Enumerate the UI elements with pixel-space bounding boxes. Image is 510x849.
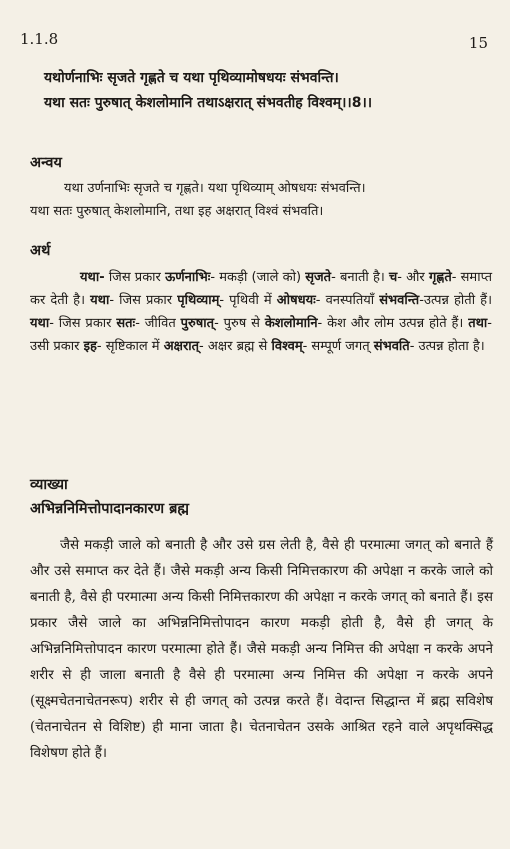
artha-gloss: - केश और लोम उत्पन्न होते हैं। (317, 316, 469, 331)
artha-term: सृजते (305, 270, 332, 285)
anvaya-line-1: यथा उर्णनाभिः सृजते च गृह्णते। यथा पृथिव्याम् ओषधयः संभवन्ति। (64, 181, 366, 196)
page-number: 15 (468, 34, 488, 52)
artha-gloss: - जिस प्रकार (49, 316, 117, 331)
artha-gloss: - पुरुष से (214, 316, 265, 331)
anvaya-text (30, 177, 492, 223)
sanskrit-verse (44, 66, 494, 116)
artha-gloss: - उत्पन्न होता है। (409, 339, 485, 354)
artha-paragraph (30, 266, 492, 358)
artha-term: तथा (468, 316, 488, 331)
vyakhya-heading: व्याख्या (30, 477, 68, 493)
page-header (20, 30, 488, 52)
artha-term: च (388, 270, 398, 285)
artha-heading: अर्थ (30, 243, 51, 259)
anvaya-line-2: यथा सतः पुरुषात् केशलोमानि, तथा इह अक्षरात् विश्वं संभवति। (30, 204, 324, 219)
artha-gloss: - वनस्पतियाँ (315, 293, 380, 308)
artha-term: अक्षरात् (163, 339, 200, 354)
verse-line-1: यथोर्णनाभिः सृजते गृह्णते च यथा पृथिव्यामोषधयः संभवन्ति। (44, 70, 339, 86)
artha-term: गृह्णते (428, 270, 452, 285)
artha-gloss: - सम्पूर्ण जगत् (302, 339, 374, 354)
artha-term: पृथिव्याम् (177, 293, 220, 308)
artha-gloss: -उत्पन्न होती हैं। (419, 293, 492, 308)
section-number: 1.1.8 (20, 30, 59, 48)
vyakhya-paragraph: जैसे मकड़ी जाले को बनाती है और उसे ग्रस लेती है, वैसे ही परमात्मा जगत् को बनाते हैं और उसे समाप्त कर देते हैं। जैसे मकड़ी अन्य किसी निमित्तकारण की अपेक्षा न करके जाले को बनाती है, वैसे ही परमात्मा अन्य किसी निमित्तकारण की अपेक्षा न करके जगत् को बनाते हैं। इस प्रकार जैसे जाले का अभिन्ननिमित्तोपादन कारण मकड़ी होती है, वैसे ही जगत् के अभिन्ननिमित्तोपादन कारण परमात्मा होते हैं। जैसे मकड़ी अन्य निमित्त की अपेक्षा न करके अपने शरीर से ही जाला बनाती है वैसे ही परमात्मा अन्य निमित्त की अपेक्षा न करके अपने (सूक्ष्मचेतनाचेतनरूप) शरीर से ही जगत् को उत्पन्न करते हैं। वेदान्त सिद्धान्त में ब्रह्म सविशेष (चेतनाचेतन से विशिष्ट) ही माना जाता है। चेतनाचेतन उसके आश्रित रहने वाले अपृथक्सिद्ध विशेषण होते हैं। (30, 537, 493, 761)
artha-gloss: - जीवित (135, 316, 181, 331)
artha-term: ओषधयः (276, 293, 316, 308)
verse-line-2: यथा सतः पुरुषात् केशलोमानि तथाऽक्षरात् संभवतीह विश्वम्।।8।। (44, 95, 373, 111)
artha-term: यथा- (80, 270, 105, 285)
artha-gloss: - सृष्टिकाल में (96, 339, 164, 354)
artha-gloss: - पृथिवी में (219, 293, 277, 308)
artha-term: सतः (116, 316, 136, 331)
artha-term: विश्वम् (271, 339, 303, 354)
anvaya-heading: अन्वय (30, 155, 62, 171)
artha-term: संभवति (373, 339, 410, 354)
artha-term: संभवन्ति (379, 293, 420, 308)
artha-gloss: जिस प्रकार (104, 270, 166, 285)
artha-term: यथा (30, 316, 50, 331)
artha-term: यथा (90, 293, 110, 308)
artha-gloss: - और (397, 270, 429, 285)
artha-gloss: - उसी प्रकार (30, 316, 492, 354)
artha-term: केशलोमानि (264, 316, 318, 331)
artha-gloss: - मकड़ी (जाले को) (210, 270, 306, 285)
artha-gloss: - जिस प्रकार (109, 293, 178, 308)
artha-gloss: - समाप्त कर देती है। (30, 270, 492, 308)
artha-gloss: - अक्षर ब्रह्म से (199, 339, 272, 354)
artha-gloss: - बनाती है। (331, 270, 389, 285)
artha-term: पुरुषात् (180, 316, 215, 331)
artha-term: इह (83, 339, 97, 354)
artha-term: ऊर्णनाभिः (165, 270, 211, 285)
vyakhya-subheading: अभिन्ननिमित्तोपादानकारण ब्रह्म (30, 501, 190, 517)
